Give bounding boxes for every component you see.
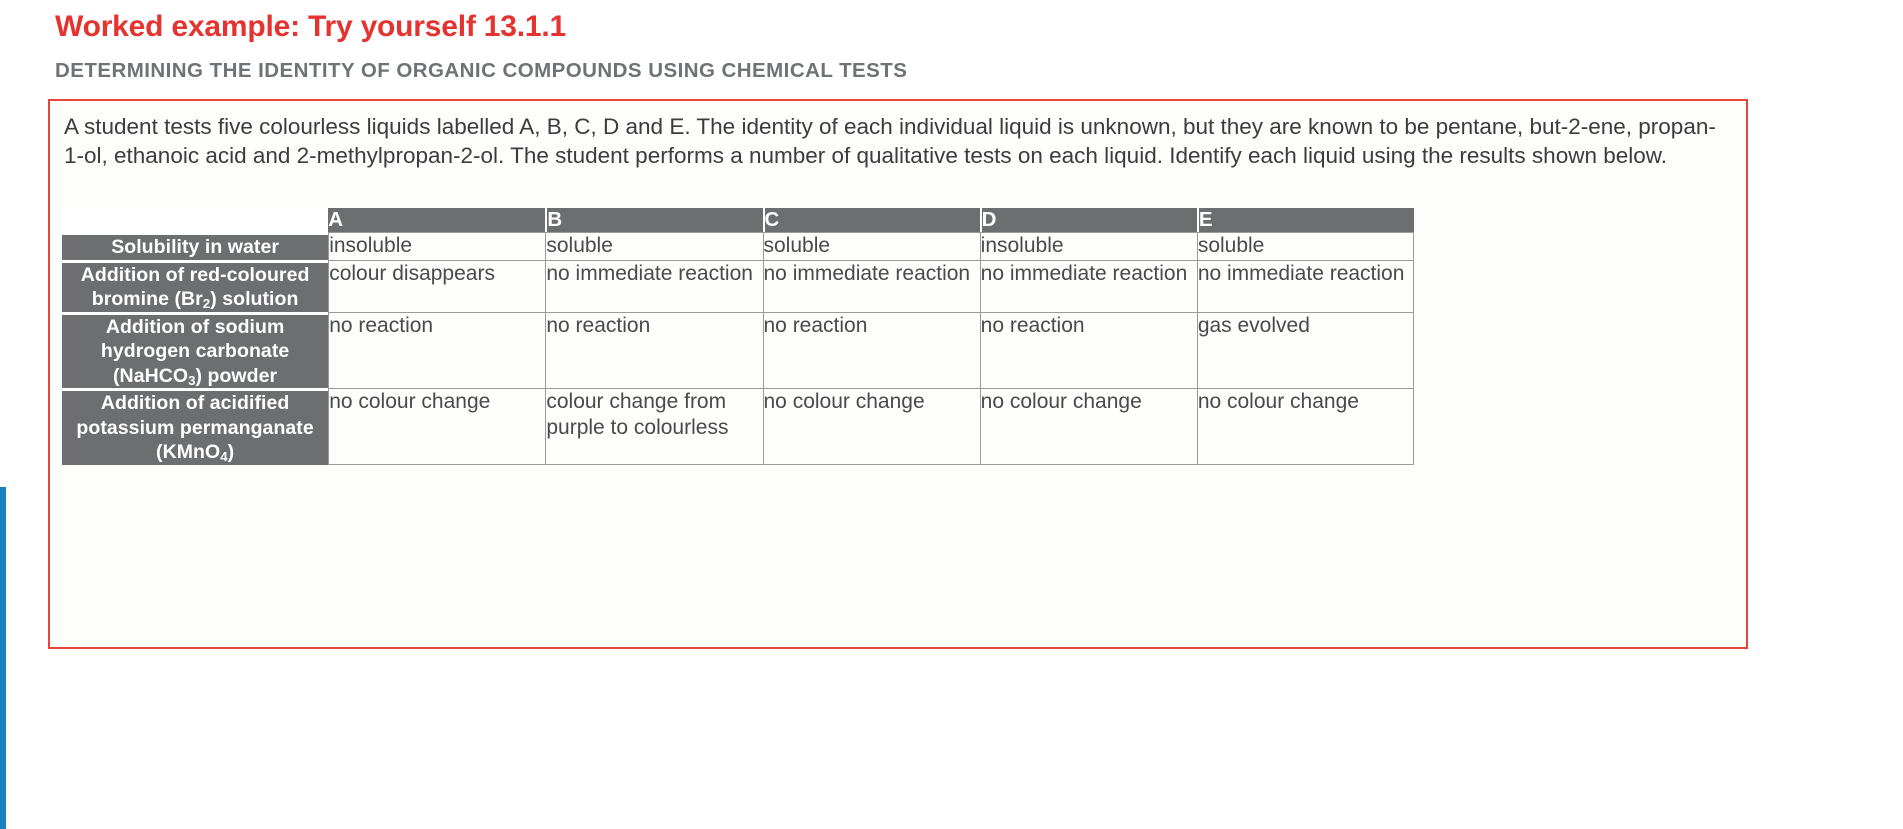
table-cell: soluble (545, 232, 762, 260)
table-cell: no reaction (980, 312, 1197, 389)
table-cell: no colour change (328, 388, 545, 465)
table-row (62, 388, 1414, 465)
table-body (62, 232, 1414, 465)
table-row (62, 260, 1414, 312)
table-cell: no immediate reaction (545, 260, 762, 312)
table-row (62, 232, 1414, 260)
table-cell: soluble (763, 232, 980, 260)
table-cell: no colour change (980, 388, 1197, 465)
table-cell: insoluble (980, 232, 1197, 260)
table-cell: no immediate reaction (980, 260, 1197, 312)
table-cell: colour disappears (328, 260, 545, 312)
table-cell: no colour change (763, 388, 980, 465)
table-head (62, 208, 1414, 232)
table-cell: gas evolved (1197, 312, 1414, 389)
table-cell: no immediate reaction (1197, 260, 1414, 312)
table-header-row (62, 208, 1414, 232)
column-header-d: D (980, 208, 1197, 232)
page-subtitle: DETERMINING THE IDENTITY OF ORGANIC COMPOUNDS USING CHEMICAL TESTS (55, 59, 908, 82)
table-cell: soluble (1197, 232, 1414, 260)
results-table (62, 208, 1414, 465)
table-cell: no immediate reaction (763, 260, 980, 312)
column-header-c: C (763, 208, 980, 232)
row-label: Addition of red-coloured bromine $(Br_2)$ solution (62, 260, 328, 312)
row-label: Addition of acidified potassium permanganate (KMnO$_4$) (62, 388, 328, 465)
table-cell: colour change from purple to colourless (545, 388, 762, 465)
table-cell: no reaction (763, 312, 980, 389)
column-header-b: B (545, 208, 762, 232)
table-cell: no reaction (328, 312, 545, 389)
table-cell: no colour change (1197, 388, 1414, 465)
page-title: Worked example: Try yourself 13.1.1 (55, 10, 567, 43)
row-label: Solubility in water (62, 232, 328, 260)
column-header-e: E (1197, 208, 1414, 232)
table-corner-cell (62, 208, 328, 232)
row-label: Addition of sodium hydrogen carbonate (NaHCO$_3$) powder (62, 312, 328, 389)
table-row (62, 312, 1414, 389)
intro-paragraph: A student tests five colourless liquids labelled A, B, C, D and E. The identity of each individual liquid is unknown, but they are known to be pentane, but-2-ene, propan-1-ol, ethanoic acid and 2-methylpropan-2-ol. The student performs a number of qualitative tests on each liquid. Identify each liquid using the results shown below. (64, 114, 1716, 168)
table-cell: no reaction (545, 312, 762, 389)
table-cell: insoluble (328, 232, 545, 260)
column-header-a: A (328, 208, 545, 232)
